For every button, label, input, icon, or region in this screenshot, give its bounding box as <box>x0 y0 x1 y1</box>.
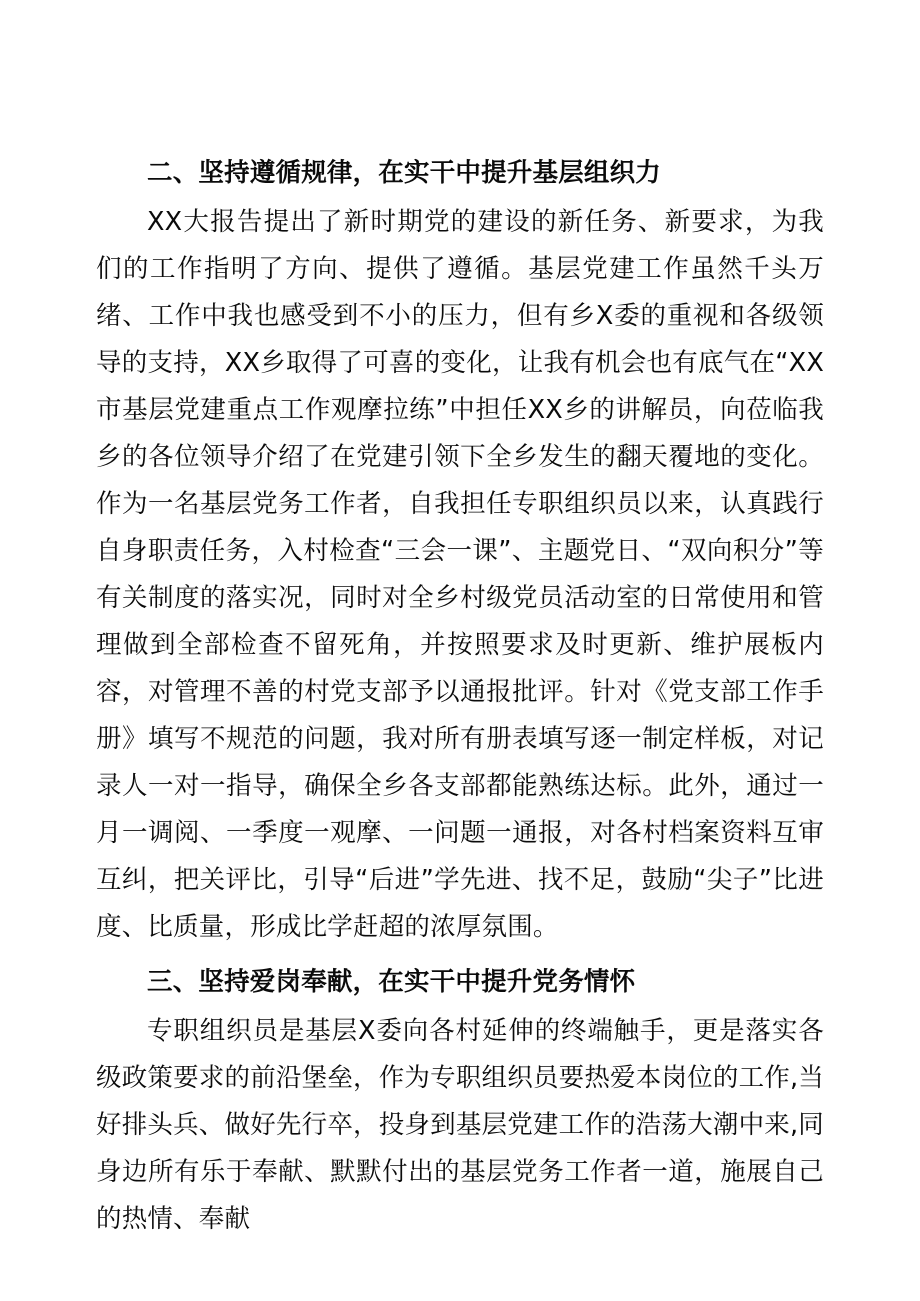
section-two-body: XX大报告提出了新时期党的建设的新任务、新要求，为我们的工作指明了方向、提供了遵循。基层党建工作虽然千头万绪、工作中我也感受到不小的压力，但有乡X委的重视和各级领导的支持，XX乡取得了可喜的变化，让我有机会也有底气在“XX市基层党建重点工作观摩拉练”中担任XX乡的讲解员，向莅临我乡的各位领导介绍了在党建引领下全乡发生的翻天覆地的变化。作为一名基层党务工作者，自我担任专职组织员以来，认真践行自身职责任务，入村检查“三会一课”、主题党日、“双向积分”等有关制度的落实况，同时对全乡村级党员活动室的日常使用和管理做到全部检查不留死角，并按照要求及时更新、维护展板内容，对管理不善的村党支部予以通报批评。针对《党支部工作手册》填写不规范的问题，我对所有册表填写逐一制定样板，对记录人一对一指导，确保全乡各支部都能熟练达标。此外，通过一月一调阅、一季度一观摩、一问题一通报，对各村档案资料互审互纠，把关评比，引导“后进”学先进、找不足，鼓励“尖子”比进度、比质量，形成比学赶超的浓厚氛围。 <box>96 207 824 942</box>
section-three-body: 专职组织员是基层X委向各村延伸的终端触手，更是落实各级政策要求的前沿堡垒，作为专职组织员要热爱本岗位的工作,当好排头兵、做好先行卒，投身到基层党建工作的浩荡大潮中来,同身边所有乐于奉献、默默付出的基层党务工作者一道，施展自己的热情、奉献 <box>96 1016 824 1234</box>
section-heading-two: 二、坚持遵循规律，在实干中提升基层组织力 <box>147 158 662 188</box>
document-body <box>96 150 824 1243</box>
section-heading-three: 三、坚持爱岗奉献，在实干中提升党务情怀 <box>147 967 636 997</box>
